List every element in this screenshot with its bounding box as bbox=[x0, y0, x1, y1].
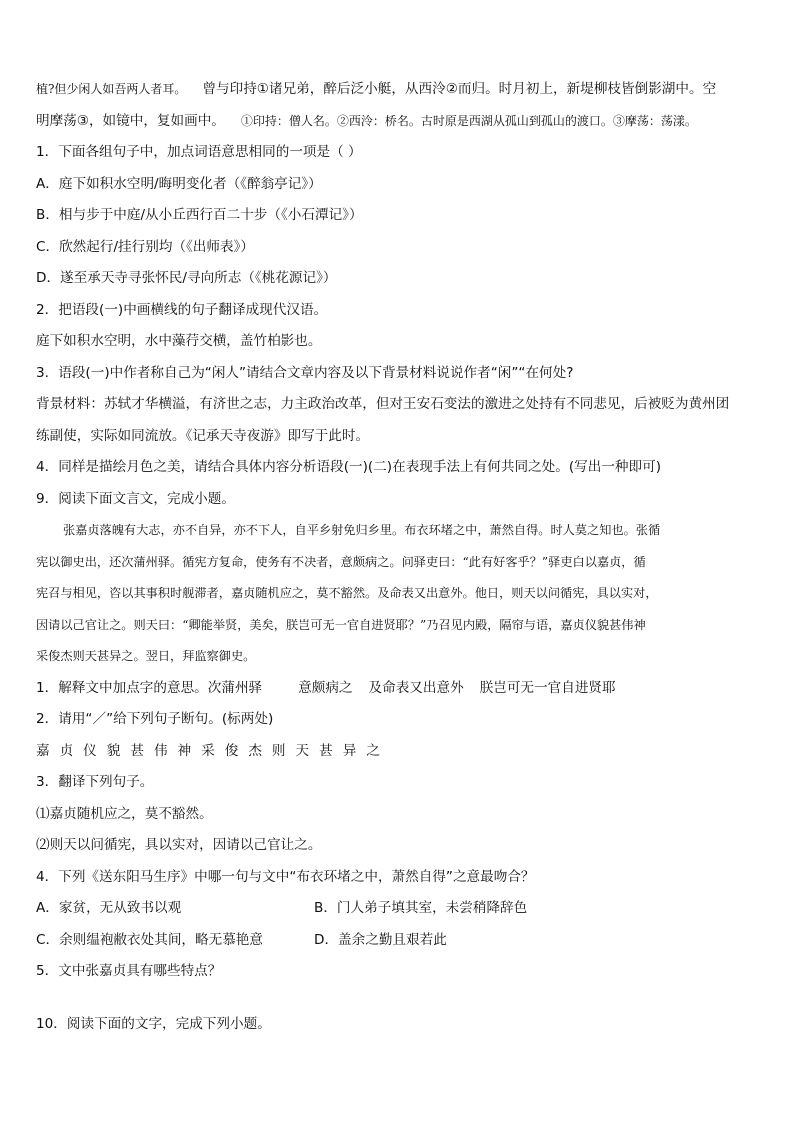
s9-q4-options-row-2 bbox=[36, 929, 766, 951]
s9-q4-options-row-1 bbox=[36, 897, 766, 919]
s9-q4-option-a: A．家贫，无从致书以观 bbox=[36, 900, 182, 916]
s9-q4-option-b: B．门人弟子填其室，未尝稍降辞色 bbox=[314, 900, 528, 916]
s9-q4-option-c: C．余则缊袍敝衣处其间，略无慕艳意 bbox=[36, 931, 263, 948]
s9-question-3-1: ⑴嘉贞随机应之，莫不豁然。 bbox=[36, 805, 213, 822]
s9-q4-option-d: D．盖余之勤且艰若此 bbox=[314, 931, 447, 948]
s9-question-4: 4．下列《送东阳马生序》中哪一句与文中“布衣环堵之中，萧然自得”之意最吻合？ bbox=[36, 868, 535, 885]
question-4: 4．同样是描绘月色之美，请结合具体内容分析语段(一)(二)在表现手法上有何共同之处。(写出一种即可) bbox=[36, 459, 661, 475]
passage-line-2 bbox=[36, 110, 766, 132]
passage-text: 曾与印持①诸兄弟，醉后泛小艇，从西泠②而归。时月初上，新堤柳枝皆倒影湖中。空 bbox=[202, 81, 717, 97]
section-spacer bbox=[36, 992, 766, 1013]
s9-question-5: 5．文中张嘉贞具有哪些特点？ bbox=[36, 963, 222, 979]
s9-q1-item: 及命表又出意外 bbox=[368, 679, 464, 696]
option-b: B．相与步于中庭/从小丘西行百二十步（《小石潭记》） bbox=[36, 207, 363, 223]
essay-line: 宪召与相见，咨以其事积时舰滞者，嘉贞随机应之，莫不豁然。及命表又出意外。他日，则天以问循宪，具以实对， bbox=[36, 586, 658, 600]
option-d: D．遂至承天寺寻张怀民/寻向所志（《桃花源记》） bbox=[36, 270, 337, 286]
question-3: 3．语段(一)中作者称自己为“闲人”请结合文章内容及以下背景材料说说作者“闲”“在何处? bbox=[36, 364, 574, 381]
passage-footnote: ①印持：僧人名。②西泠：桥名。古时原是西湖从孤山到孤山的渡口。③摩荡：荡漾。 bbox=[240, 113, 697, 128]
passage-line-1 bbox=[36, 78, 766, 100]
passage-fragment: 植?但少闲人如吾两人者耳。 bbox=[36, 82, 187, 96]
s9-q1-item: 意颇病之 bbox=[298, 679, 353, 696]
s9-question-3: 3．翻译下列句子。 bbox=[36, 774, 154, 790]
s9-q1-label: 1．解释文中加点字的意思。次蒲州驿 bbox=[36, 679, 263, 696]
question-3-background-2: 练副使，实际如同流放。《记承天寺夜游》即写于此时。 bbox=[36, 427, 370, 444]
s9-question-2: 2．请用“／”给下列句子断句。(标两处) bbox=[36, 711, 274, 727]
question-2-text: 庭下如积水空明，水中藻荇交横，盖竹柏影也。 bbox=[36, 333, 322, 349]
s9-q1-item: 朕岂可无一官自进贤耶 bbox=[479, 679, 616, 696]
question-1: 1．下面各组句子中，加点词语意思相同的一项是（ ） bbox=[36, 144, 362, 160]
essay-line: 采俊杰则天甚异之。翌日，拜监察御史。 bbox=[36, 649, 256, 663]
option-c: C．欣然起行/挂行别均（《出师表》） bbox=[36, 238, 254, 255]
option-a: A．庭下如积水空明/晦明变化者（《醉翁亭记》） bbox=[36, 175, 322, 192]
question-2: 2．把语段(一)中画横线的句子翻译成现代汉语。 bbox=[36, 301, 328, 318]
essay-line: 宪以御史出，还次蒲州驿。循宪方复命，使务有不决者，意颇病之。问驿吏曰：“此有好客乎？”驿吏白以嘉贞，循 bbox=[36, 554, 646, 569]
question-3-background-1: 背景材料：苏轼才华横溢，有济世之志，力主政治改革，但对王安石变法的激进之处持有不同悲见，后被贬为黄州团 bbox=[36, 396, 730, 412]
section-10-heading: 10．阅读下面的文字，完成下列小题。 bbox=[36, 1015, 271, 1032]
essay-line: 因请以己官让之。则天曰：“卿能举贤，美矣，朕岂可无一官自进贤耶？”乃召见内殿，隔帘与语，嘉贞仪貌甚伟神 bbox=[36, 617, 646, 632]
s9-question-1 bbox=[36, 677, 766, 699]
passage-text: 明摩荡③，如镜中，复如画中。 bbox=[36, 112, 225, 129]
s9-question-2-text: 嘉贞仪貌甚伟神采俊杰则天甚异之 bbox=[36, 742, 390, 759]
section-9-heading: 9．阅读下面文言文，完成小题。 bbox=[36, 490, 235, 507]
s9-question-3-2: ⑵则天以问循宪，具以实对，因请以己官让之。 bbox=[36, 837, 322, 853]
essay-line: 张嘉贞落魄有大志，亦不自异，亦不下人，自平乡射免归乡里。布衣环堵之中，萧然自得。时人莫之知也。张循 bbox=[63, 523, 661, 537]
exam-page bbox=[36, 78, 766, 1044]
